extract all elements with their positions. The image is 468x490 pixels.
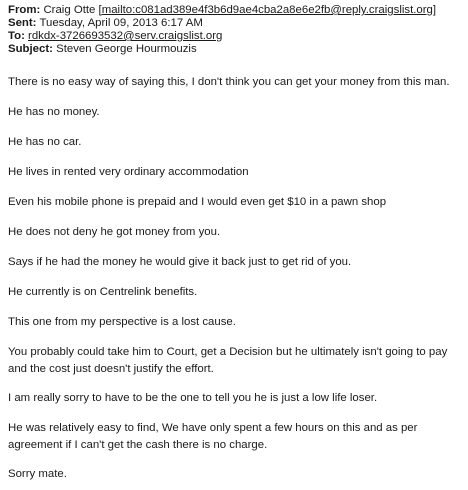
from-mailto-link[interactable]: [mailto:c081ad389e4f3b6d9ae4cba2a8e6e2fb@reply.craigslist.org]: [98, 4, 437, 16]
to-label: To:: [8, 30, 25, 42]
subject-line: [8, 43, 197, 55]
body-paragraph: He does not deny he got money from you.: [8, 226, 221, 238]
subject-label: Subject:: [8, 43, 53, 55]
body-paragraph: You probably could take him to Court, get a Decision but he ultimately isn't going to pay and the cost just doesn't justify the effort.: [8, 346, 448, 375]
from-line: [8, 4, 436, 16]
from-name: Craig Otte: [43, 4, 96, 16]
body-paragraph: Even his mobile phone is prepaid and I would even get $10 in a pawn shop: [8, 196, 387, 208]
body-paragraph: He currently is on Centrelink benefits.: [8, 286, 198, 298]
sent-value: Tuesday, April 09, 2013 6:17 AM: [39, 17, 203, 29]
body-paragraph: He lives in rented very ordinary accommodation: [8, 166, 249, 178]
body-paragraph: He has no car.: [8, 136, 82, 148]
body-paragraph: There is no easy way of saying this, I don't think you can get your money from this man.: [8, 76, 450, 88]
subject-value: Steven George Hourmouzis: [56, 43, 197, 55]
to-line: [8, 30, 222, 42]
sent-label: Sent:: [8, 17, 37, 29]
sent-line: [8, 17, 203, 29]
body-paragraph: This one from my perspective is a lost cause.: [8, 316, 236, 328]
from-label: From:: [8, 4, 41, 16]
body-paragraph: He was relatively easy to find, We have only spent a few hours on this and as per agreement if I can't get the cash there is no charge.: [8, 422, 418, 451]
to-address-link[interactable]: rdkdx-3726693532@serv.craigslist.org: [28, 30, 223, 42]
body-paragraph: He has no money.: [8, 106, 100, 118]
body-paragraph: Says if he had the money he would give it back just to get rid of you.: [8, 256, 352, 268]
body-paragraph: Sorry mate.: [8, 468, 67, 480]
body-paragraph: I am really sorry to have to be the one to tell you he is just a low life loser.: [8, 392, 378, 404]
